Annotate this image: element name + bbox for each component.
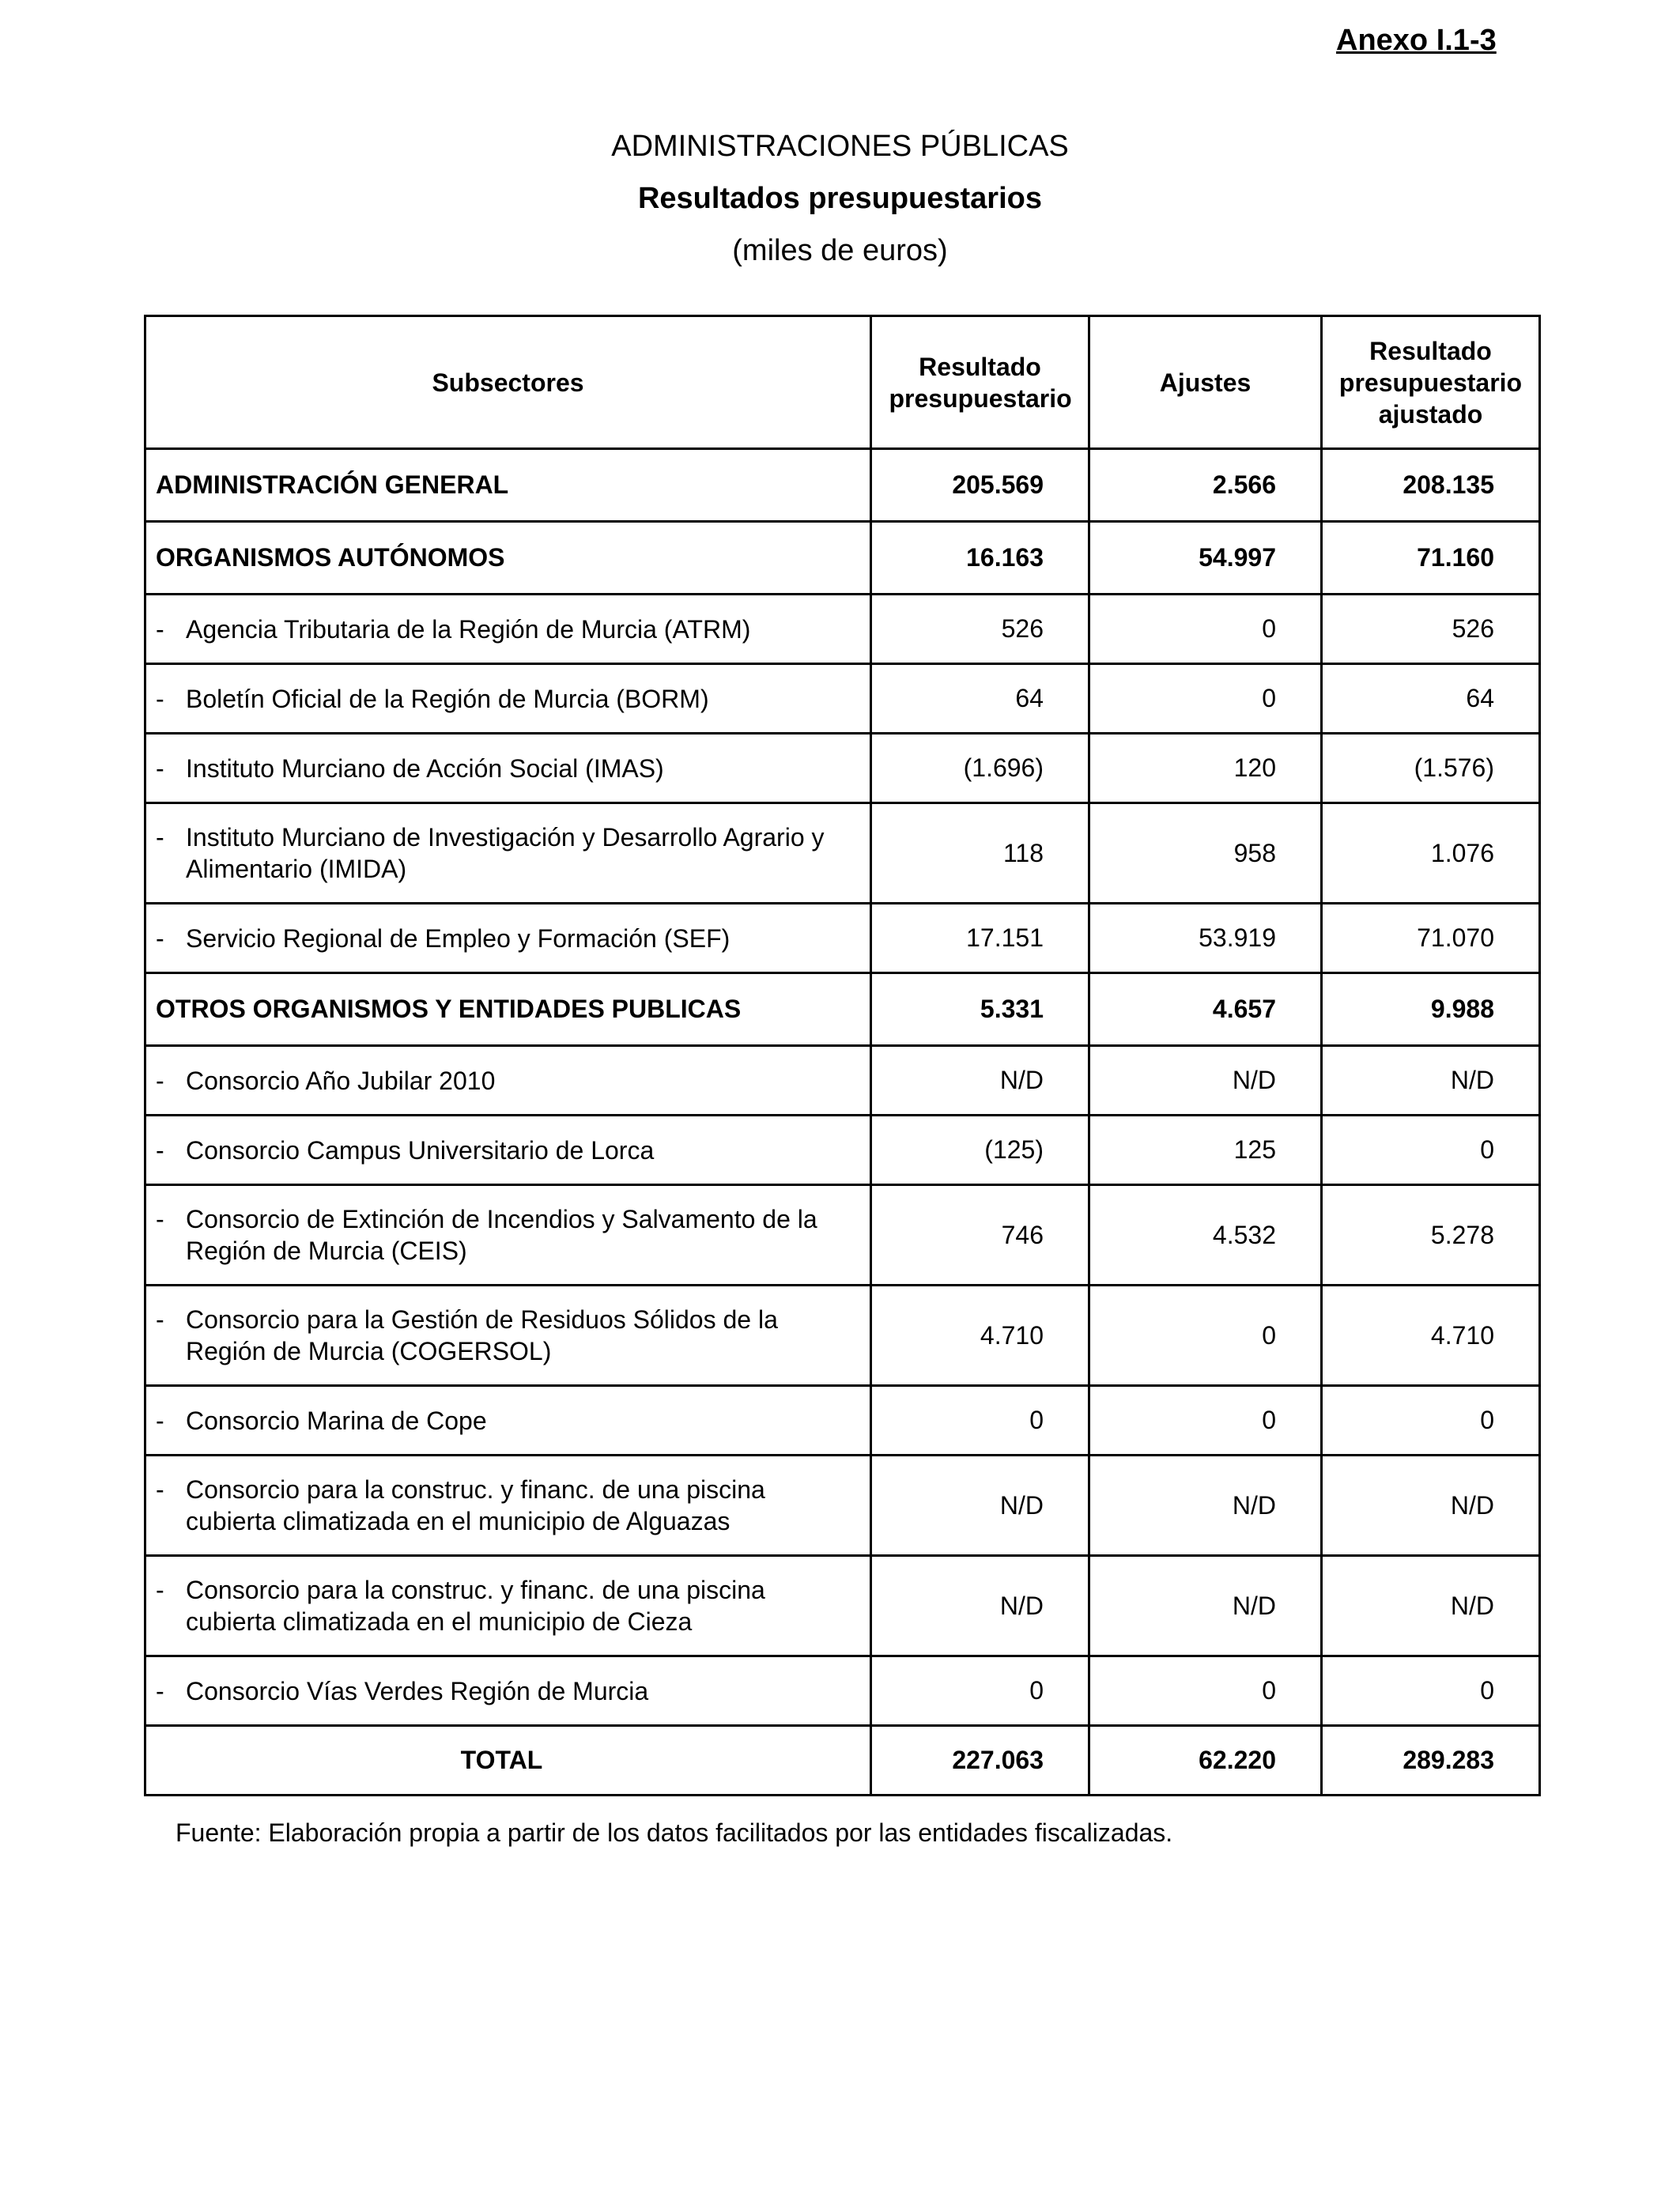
row-dash: - (156, 1475, 164, 1504)
row-ajustado: N/D (1322, 1556, 1540, 1656)
row-ajustado: (1.576) (1322, 734, 1540, 803)
row-dash: - (156, 614, 164, 644)
header-ajustes: Ajustes (1089, 316, 1322, 449)
total-ajustes: 62.220 (1089, 1726, 1322, 1796)
row-ajustes: 4.532 (1089, 1185, 1322, 1286)
document-subtitle: Resultados presupuestarios (637, 182, 1043, 215)
row-ajustes: 0 (1089, 595, 1322, 664)
row-dash: - (156, 753, 164, 783)
row-label: Consorcio Vías Verdes Región de Murcia (186, 1676, 649, 1705)
row-resultado: N/D (871, 1456, 1089, 1556)
header-subsectores: Subsectores (145, 316, 871, 449)
header-resultado (871, 316, 1089, 449)
row-dash: - (156, 1676, 164, 1705)
row-label: Instituto Murciano de Acción Social (IMAS) (186, 753, 664, 783)
row-ajustes: 120 (1089, 734, 1322, 803)
row-label: Instituto Murciano de Investigación y Desarrollo Agrario y Alimentario (IMIDA) (186, 823, 825, 883)
row-label: Consorcio para la Gestión de Residuos Sólidos de la Región de Murcia (COGERSOL) (186, 1305, 778, 1365)
row-ajustado: 0 (1322, 1386, 1540, 1456)
row-ajustes: 2.566 (1089, 449, 1322, 522)
row-label-cell (145, 1116, 871, 1185)
row-label-cell (145, 1386, 871, 1456)
row-label: Consorcio Marina de Cope (186, 1406, 487, 1435)
row-ajustes: N/D (1089, 1556, 1322, 1656)
row-label-cell (145, 1656, 871, 1726)
row-resultado: 17.151 (871, 904, 1089, 973)
table-row (145, 1386, 1540, 1456)
title-block (0, 127, 1680, 270)
row-label: Consorcio para la construc. y financ. de una piscina cubierta climatizada en el municipio de Alguazas (186, 1475, 765, 1535)
source-note: Fuente: Elaboración propia a partir de los datos facilitados por las entidades fiscalizadas. (176, 1818, 1173, 1847)
row-ajustes: 0 (1089, 664, 1322, 734)
row-label-cell (145, 1286, 871, 1386)
table-row (145, 522, 1540, 595)
row-label: Consorcio de Extinción de Incendios y Salvamento de la Región de Murcia (CEIS) (186, 1205, 817, 1265)
row-resultado: 0 (871, 1656, 1089, 1726)
row-label-cell (145, 734, 871, 803)
row-label-cell (145, 664, 871, 734)
row-ajustado: 526 (1322, 595, 1540, 664)
row-label: Agencia Tributaria de la Región de Murcia (ATRM) (186, 614, 751, 644)
total-ajustado: 289.283 (1322, 1726, 1540, 1796)
row-ajustado: 208.135 (1322, 449, 1540, 522)
table-row (145, 1556, 1540, 1656)
row-ajustado: 4.710 (1322, 1286, 1540, 1386)
row-resultado: 205.569 (871, 449, 1089, 522)
row-resultado: (1.696) (871, 734, 1089, 803)
row-label: Servicio Regional de Empleo y Formación (SEF) (186, 923, 731, 953)
table-row (145, 1656, 1540, 1726)
row-ajustes: 53.919 (1089, 904, 1322, 973)
row-label-cell (145, 595, 871, 664)
row-resultado: 16.163 (871, 522, 1089, 595)
row-label-cell (145, 1456, 871, 1556)
row-label: ORGANISMOS AUTÓNOMOS (145, 522, 871, 595)
row-label-cell (145, 1185, 871, 1286)
row-resultado: N/D (871, 1046, 1089, 1116)
row-resultado: 4.710 (871, 1286, 1089, 1386)
header-resultado-ajustado (1322, 316, 1540, 449)
row-ajustes: 0 (1089, 1386, 1322, 1456)
header-resultado-ajustado-label: Resultado presupuestario ajustado (1338, 336, 1523, 429)
row-resultado: (125) (871, 1116, 1089, 1185)
header-resultado-label: Resultado presupuestario (889, 352, 1072, 413)
row-ajustado: 5.278 (1322, 1185, 1540, 1286)
row-dash: - (156, 1066, 164, 1095)
row-label-cell (145, 1046, 871, 1116)
table-row (145, 1046, 1540, 1116)
row-dash: - (156, 923, 164, 953)
table-row (145, 904, 1540, 973)
table-row (145, 1185, 1540, 1286)
row-ajustes: 0 (1089, 1656, 1322, 1726)
row-resultado: 118 (871, 803, 1089, 904)
table-row (145, 1116, 1540, 1185)
table-row (145, 803, 1540, 904)
table-row (145, 734, 1540, 803)
total-resultado: 227.063 (871, 1726, 1089, 1796)
row-label: Consorcio Campus Universitario de Lorca (186, 1135, 655, 1165)
table-row (145, 664, 1540, 734)
row-dash: - (156, 1305, 164, 1334)
row-ajustado: 71.070 (1322, 904, 1540, 973)
row-ajustado: 64 (1322, 664, 1540, 734)
row-label: Consorcio Año Jubilar 2010 (186, 1066, 496, 1095)
row-dash: - (156, 1135, 164, 1165)
row-label: ADMINISTRACIÓN GENERAL (145, 449, 871, 522)
table-row (145, 595, 1540, 664)
row-ajustes: 125 (1089, 1116, 1322, 1185)
row-dash: - (156, 823, 164, 852)
table-row (145, 1456, 1540, 1556)
row-ajustado: 0 (1322, 1656, 1540, 1726)
row-ajustes: 4.657 (1089, 973, 1322, 1046)
table-row (145, 1286, 1540, 1386)
table-row (145, 973, 1540, 1046)
row-resultado: 0 (871, 1386, 1089, 1456)
row-dash: - (156, 1406, 164, 1435)
row-label-cell (145, 1556, 871, 1656)
row-dash: - (156, 1205, 164, 1233)
units-note: (miles de euros) (732, 234, 948, 267)
row-ajustes: 958 (1089, 803, 1322, 904)
row-resultado: 5.331 (871, 973, 1089, 1046)
row-label: Boletín Oficial de la Región de Murcia (BORM) (186, 684, 709, 713)
document-title: ADMINISTRACIONES PÚBLICAS (611, 130, 1069, 163)
row-ajustes: N/D (1089, 1456, 1322, 1556)
row-label: Consorcio para la construc. y financ. de una piscina cubierta climatizada en el municipio de Cieza (186, 1576, 765, 1636)
annex-label: Anexo I.1-3 (1336, 24, 1497, 57)
row-label: OTROS ORGANISMOS Y ENTIDADES PUBLICAS (145, 973, 871, 1046)
row-ajustado: 9.988 (1322, 973, 1540, 1046)
row-ajustado: 0 (1322, 1116, 1540, 1185)
row-ajustado: 1.076 (1322, 803, 1540, 904)
row-label-cell (145, 904, 871, 973)
table-row (145, 449, 1540, 522)
results-table (144, 315, 1541, 1796)
row-ajustado: 71.160 (1322, 522, 1540, 595)
row-ajustado: N/D (1322, 1046, 1540, 1116)
table-header-row (145, 316, 1540, 449)
row-dash: - (156, 1576, 164, 1604)
row-resultado: N/D (871, 1556, 1089, 1656)
row-label-cell (145, 803, 871, 904)
row-resultado: 526 (871, 595, 1089, 664)
row-ajustes: 0 (1089, 1286, 1322, 1386)
total-label: TOTAL (145, 1726, 871, 1796)
row-resultado: 64 (871, 664, 1089, 734)
row-dash: - (156, 684, 164, 713)
total-row (145, 1726, 1540, 1796)
row-ajustes: 54.997 (1089, 522, 1322, 595)
row-resultado: 746 (871, 1185, 1089, 1286)
row-ajustado: N/D (1322, 1456, 1540, 1556)
row-ajustes: N/D (1089, 1046, 1322, 1116)
